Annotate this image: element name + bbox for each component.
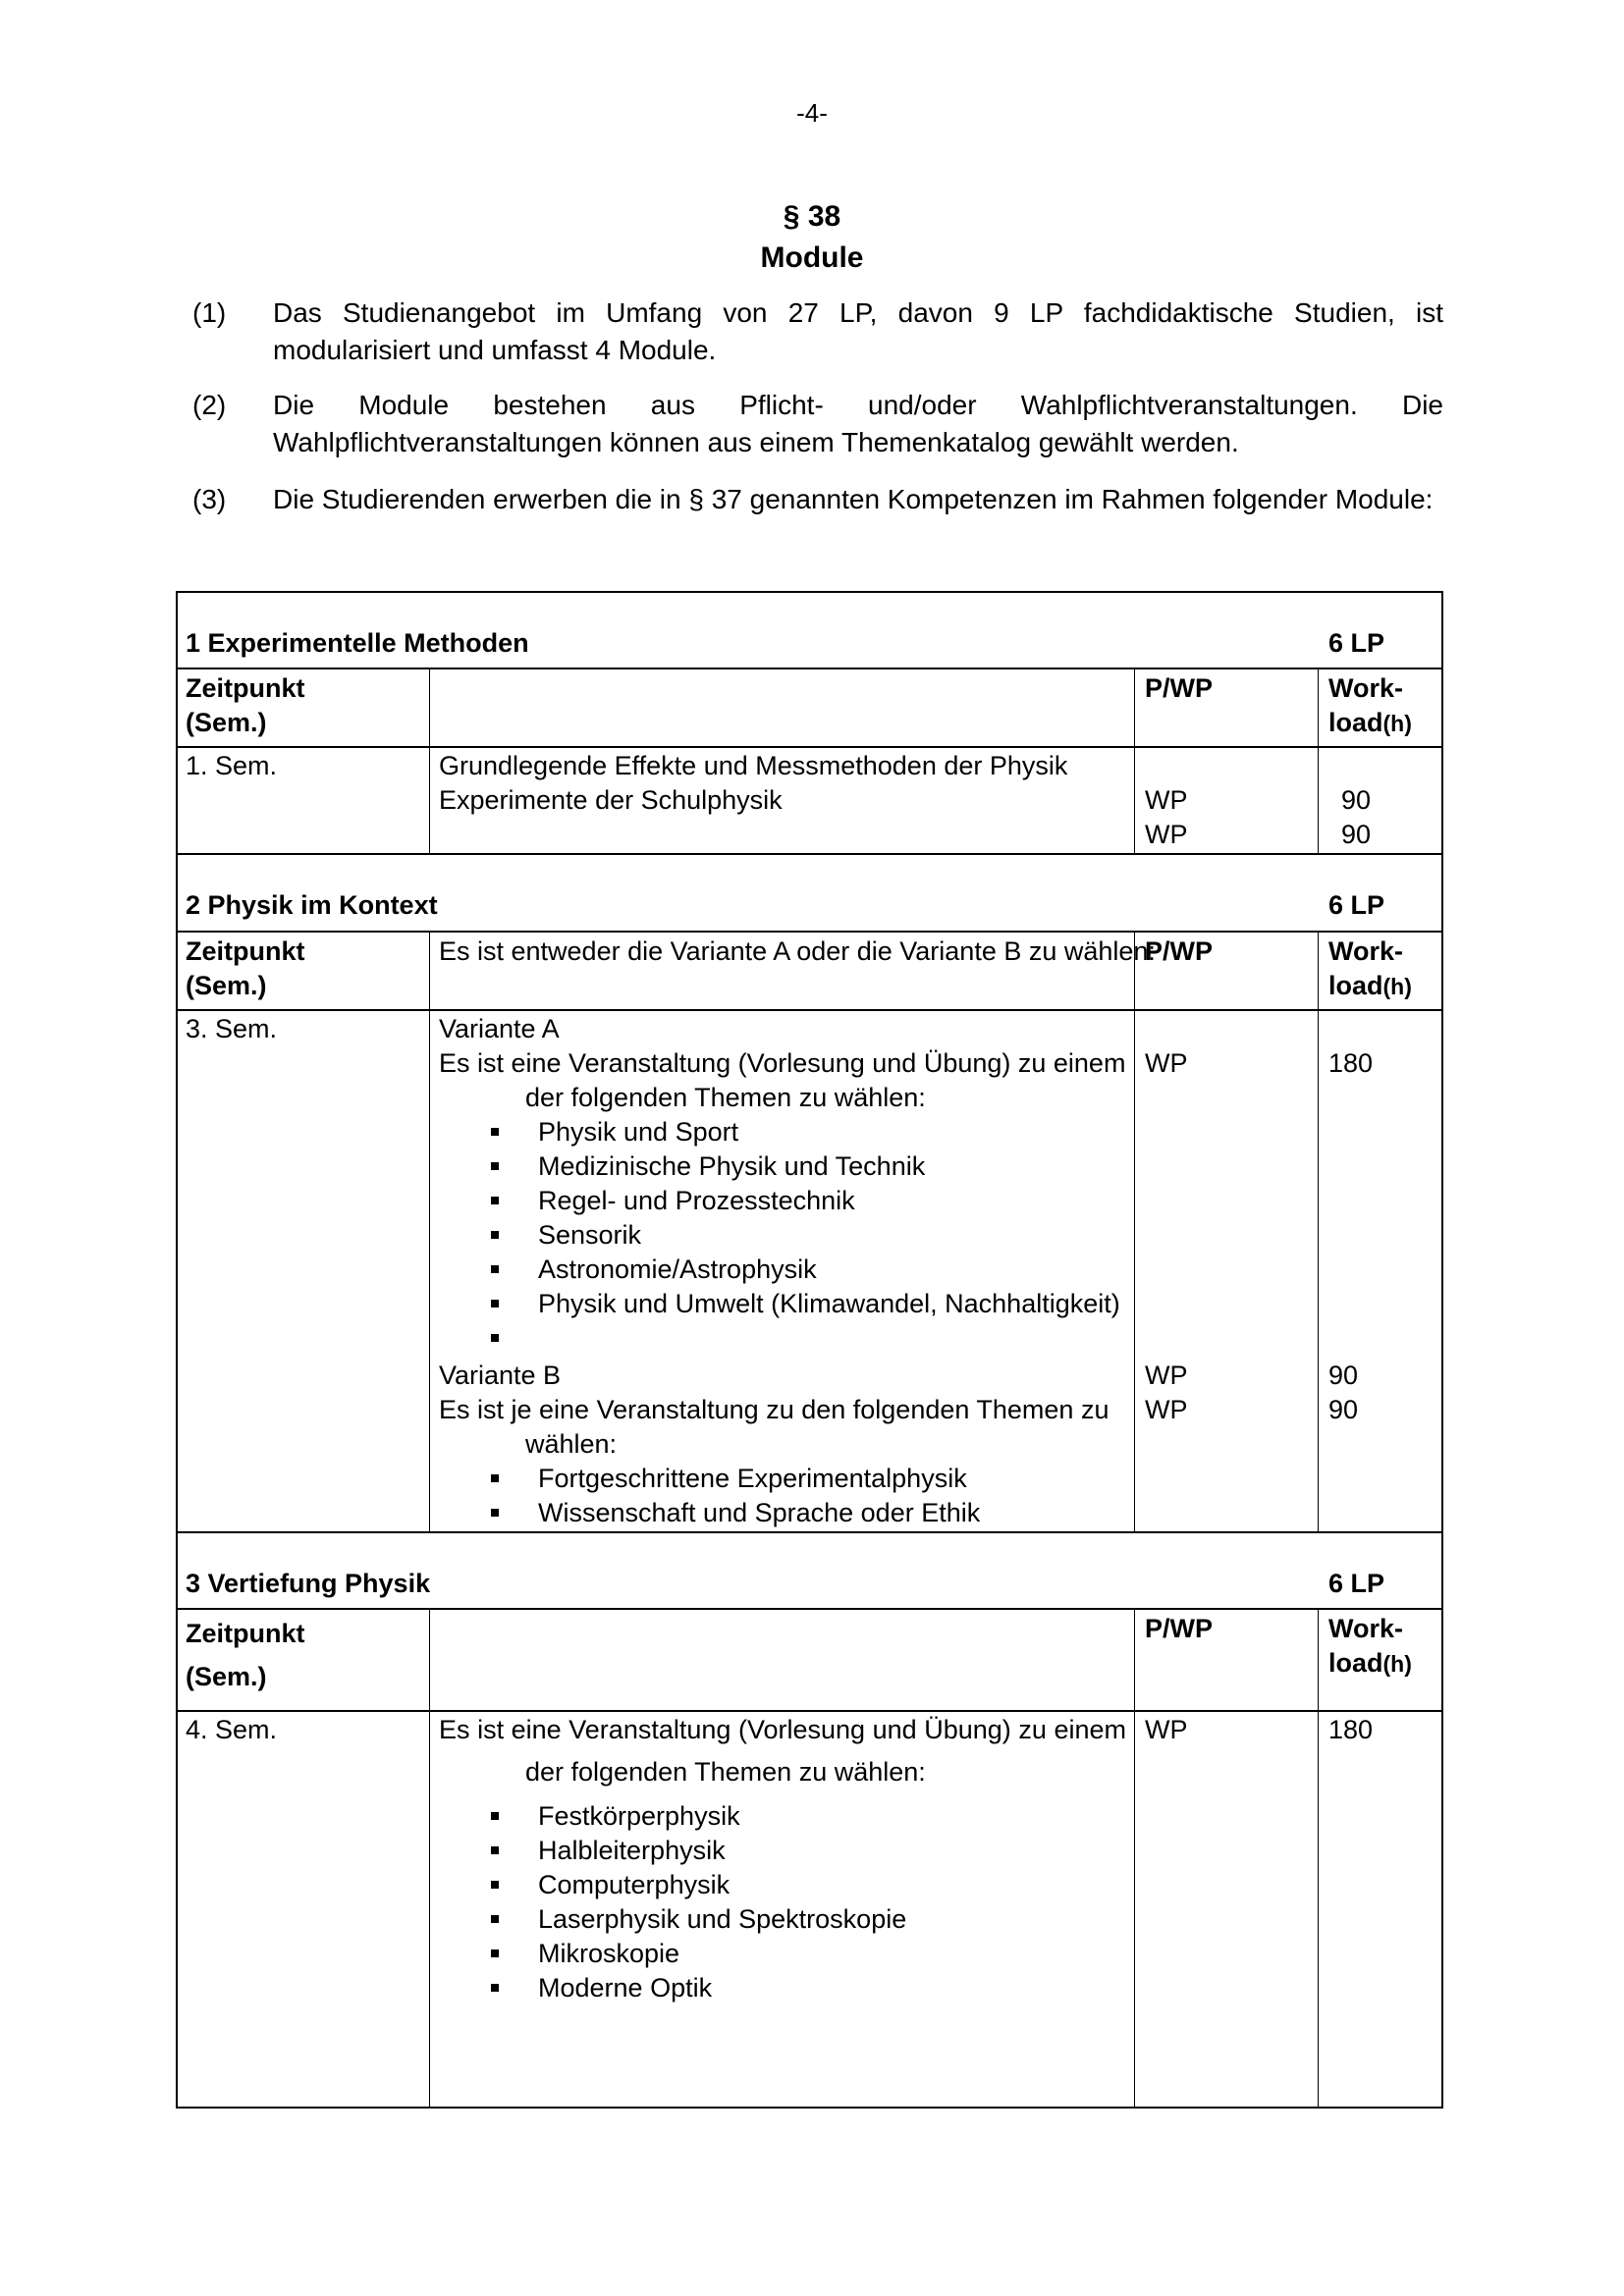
pwp-values: WP WP: [1145, 1361, 1188, 1424]
bullet-square-icon: [491, 1949, 499, 1957]
table-rule: [176, 1009, 1443, 1011]
table-col-rule: [1134, 1608, 1135, 2109]
table-col-rule: [429, 667, 430, 853]
variant-b-intro: Es ist je eine Veranstaltung zu den folgenden Themen zu: [439, 1395, 1110, 1424]
bullet-square-icon: [491, 1474, 499, 1482]
intro-text: Es ist eine Veranstaltung (Vorlesung und Übung) zu einem: [439, 1715, 1126, 1744]
bullet-square-icon: [491, 1509, 499, 1517]
bullet-square-icon: [491, 1231, 499, 1239]
semester-cell: 3. Sem.: [186, 1014, 278, 1043]
workload-value: 180: [1328, 1048, 1374, 1078]
module-lp: 6 LP: [1328, 890, 1385, 920]
section-title: Module: [760, 241, 864, 274]
list-item: [491, 1321, 511, 1356]
table-col-rule: [429, 931, 430, 1531]
workload-values: 90 90: [1328, 1361, 1359, 1424]
table-rule: [176, 853, 1443, 855]
table-col-rule: [429, 1608, 430, 2109]
bullet-square-icon: [491, 1300, 499, 1308]
workload-value: 180: [1328, 1715, 1374, 1744]
workload-values: 90 90: [1341, 785, 1372, 849]
table-col-rule: [1134, 931, 1135, 1531]
page-number: -4-: [796, 98, 828, 128]
variant-b-label: Variante B: [439, 1361, 562, 1390]
semester-cell: 4. Sem.: [186, 1715, 278, 1744]
header-workload: Work- load(h): [1328, 673, 1412, 737]
header-pwp: P/WP: [1145, 673, 1214, 703]
bullet-square-icon: [491, 1162, 499, 1170]
header-zeitpunkt: Zeitpunkt (Sem.): [186, 1619, 305, 1691]
header-description: Es ist entweder die Variante A oder die Variante B zu wählen:: [439, 936, 1156, 966]
pwp-values: WP WP: [1145, 785, 1188, 849]
table-rule: [176, 746, 1443, 748]
table-col-rule: [1318, 931, 1319, 1531]
module-table: [176, 591, 1443, 2109]
semester-cell: 1. Sem.: [186, 751, 278, 780]
header-workload: Work- load(h): [1328, 936, 1412, 1000]
table-col-rule: [1318, 667, 1319, 853]
module-title: 1 Experimentelle Methoden: [186, 628, 529, 658]
bullet-square-icon: [491, 1334, 499, 1342]
paragraph-number: (2): [192, 390, 227, 420]
header-pwp: P/WP: [1145, 936, 1214, 966]
table-rule: [176, 667, 1443, 669]
paragraph-text: Das Studienangebot im Umfang von 27 LP, davon 9 LP fachdidaktische Studien, ist modularisiert und umfasst 4 Module.: [273, 297, 1443, 365]
intro-text: der folgenden Themen zu wählen:: [525, 1757, 926, 1787]
section-number: § 38: [783, 200, 841, 233]
module-lp: 6 LP: [1328, 628, 1385, 658]
pwp-value: WP: [1145, 1048, 1188, 1078]
pwp-value: WP: [1145, 1715, 1188, 1744]
variant-a-label: Variante A: [439, 1014, 560, 1043]
paragraph-text: Die Studierenden erwerben die in § 37 genannten Kompetenzen im Rahmen folgender Module:: [273, 484, 1434, 514]
header-workload: Work- load(h): [1328, 1614, 1412, 1678]
paragraph-number: (3): [192, 484, 227, 514]
table-col-rule: [1134, 667, 1135, 853]
bullet-square-icon: [491, 1197, 499, 1204]
course-list: [439, 749, 1067, 818]
header-pwp: P/WP: [1145, 1614, 1214, 1643]
table-rule: [176, 1531, 1443, 1533]
course-line: Grundlegende Effekte und Messmethoden der Physik: [439, 751, 1068, 780]
bullet-square-icon: [491, 1128, 499, 1136]
module-title: 3 Vertiefung Physik: [186, 1569, 431, 1598]
bullet-square-icon: [491, 1812, 499, 1820]
bullet-square-icon: [491, 1984, 499, 1992]
bullet-square-icon: [491, 1846, 499, 1854]
module-lp: 6 LP: [1328, 1569, 1385, 1598]
section-heading: [0, 196, 1624, 279]
paragraph-text: Die Module bestehen aus Pflicht- und/oder Wahlpflichtveranstaltungen. Die Wahlpflichtveranstaltungen können aus einem Themenkatalog gewählt werden.: [273, 390, 1443, 457]
table-rule: [176, 931, 1443, 933]
variant-a-intro: Es ist eine Veranstaltung (Vorlesung und Übung) zu einem: [439, 1048, 1126, 1078]
table-rule: [176, 1608, 1443, 1610]
variant-a-intro: der folgenden Themen zu wählen:: [525, 1083, 926, 1112]
header-zeitpunkt: Zeitpunkt (Sem.): [186, 673, 305, 737]
table-col-rule: [1318, 1608, 1319, 2109]
course-line: Experimente der Schulphysik: [439, 785, 783, 815]
module-title: 2 Physik im Kontext: [186, 890, 438, 920]
bullet-square-icon: [491, 1915, 499, 1923]
bullet-square-icon: [491, 1265, 499, 1273]
table-rule: [176, 1710, 1443, 1712]
paragraph-number: (1): [192, 297, 227, 328]
variant-b-intro: wählen:: [525, 1429, 618, 1459]
bullet-square-icon: [491, 1881, 499, 1889]
header-zeitpunkt: Zeitpunkt (Sem.): [186, 936, 305, 1000]
